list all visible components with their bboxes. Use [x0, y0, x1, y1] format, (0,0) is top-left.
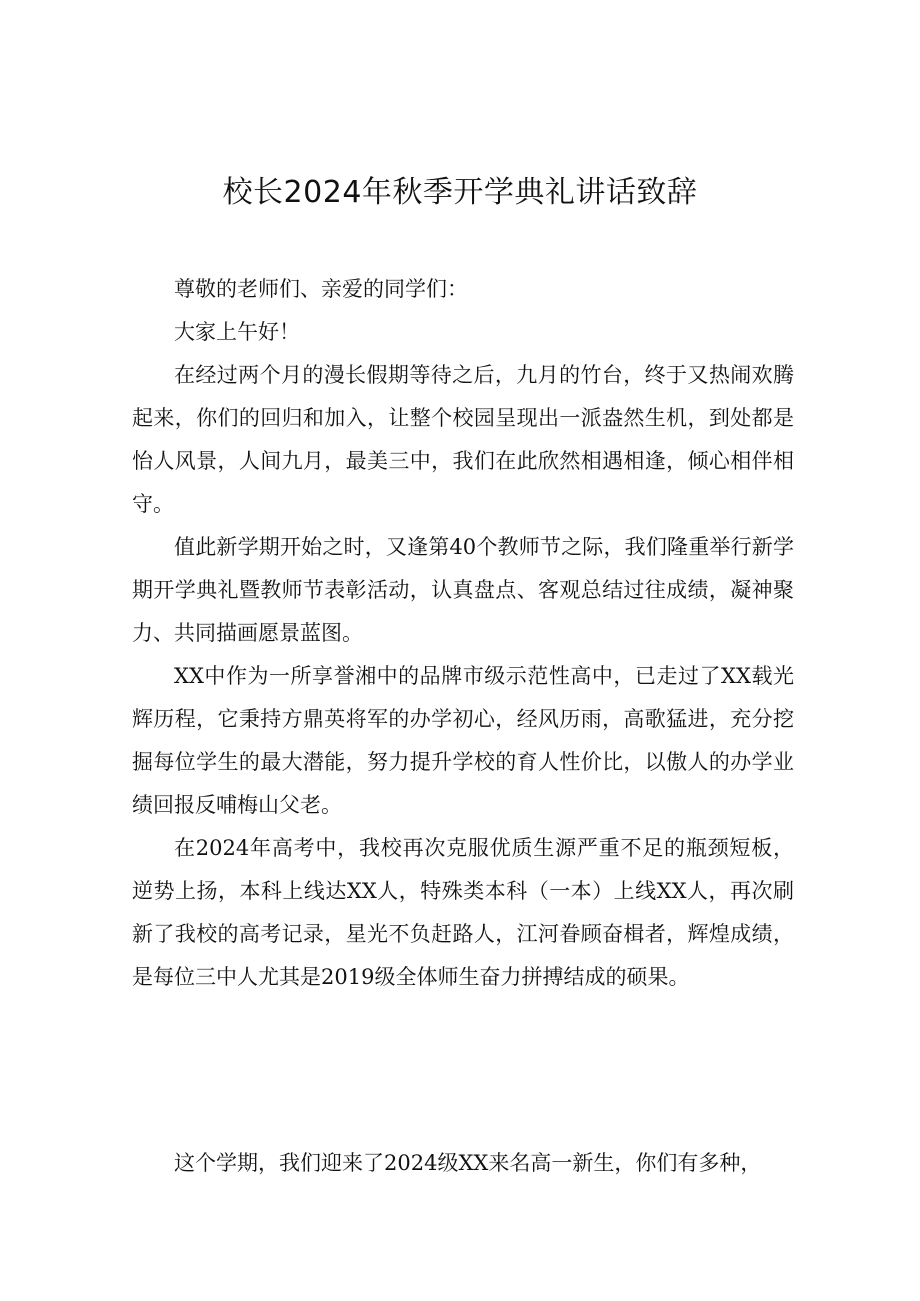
paragraph-salutation: 大家上午好！ [174, 320, 300, 344]
paragraph-exam-results: 在2024年高考中，我校再次克服优质生源严重不足的瓶颈短板，逆势上扬，本科上线达XX人，特殊类本科（一本）上线XX人，再次刷新了我校的高考记录，星光不负赶路人，江河眷顾奋楫者，辉煌成绩，是每位三中人尤其是2019级全体师生奋力拼搏结成的硕果。 [132, 836, 794, 989]
paragraph-opening: 在经过两个月的漫长假期等待之后，九月的竹台，终于又热闹欢腾起来，你们的回归和加入，让整个校园呈现出一派盎然生机，到处都是怡人风景，人间九月，最美三中，我们在此欣然相遇相逢，倾心相伴相守。 [132, 363, 794, 516]
paragraph-school-history: XX中作为一所享誉湘中的品牌市级示范性高中，已走过了XX载光辉历程，它秉持方鼎英将军的办学初心，经风历雨，高歌猛进，充分挖掘每位学生的最大潜能，努力提升学校的育人性价比，以傲人的办学业绩回报反哺梅山父老。 [132, 664, 794, 817]
document-body [132, 268, 794, 999]
document-title: 校长2024年秋季开学典礼讲话致辞 [222, 175, 698, 210]
paragraph-new-students: 这个学期，我们迎来了2024级XX来名高一新生，你们有多种， [174, 1151, 762, 1175]
paragraph-teachers-day: 值此新学期开始之时，又逢第40个教师节之际，我们隆重举行新学期开学典礼暨教师节表彰活动，认真盘点、客观总结过往成绩，凝神聚力、共同描画愿景蓝图。 [132, 535, 794, 645]
paragraph-greeting: 尊敬的老师们、亲爱的同学们： [174, 277, 468, 301]
